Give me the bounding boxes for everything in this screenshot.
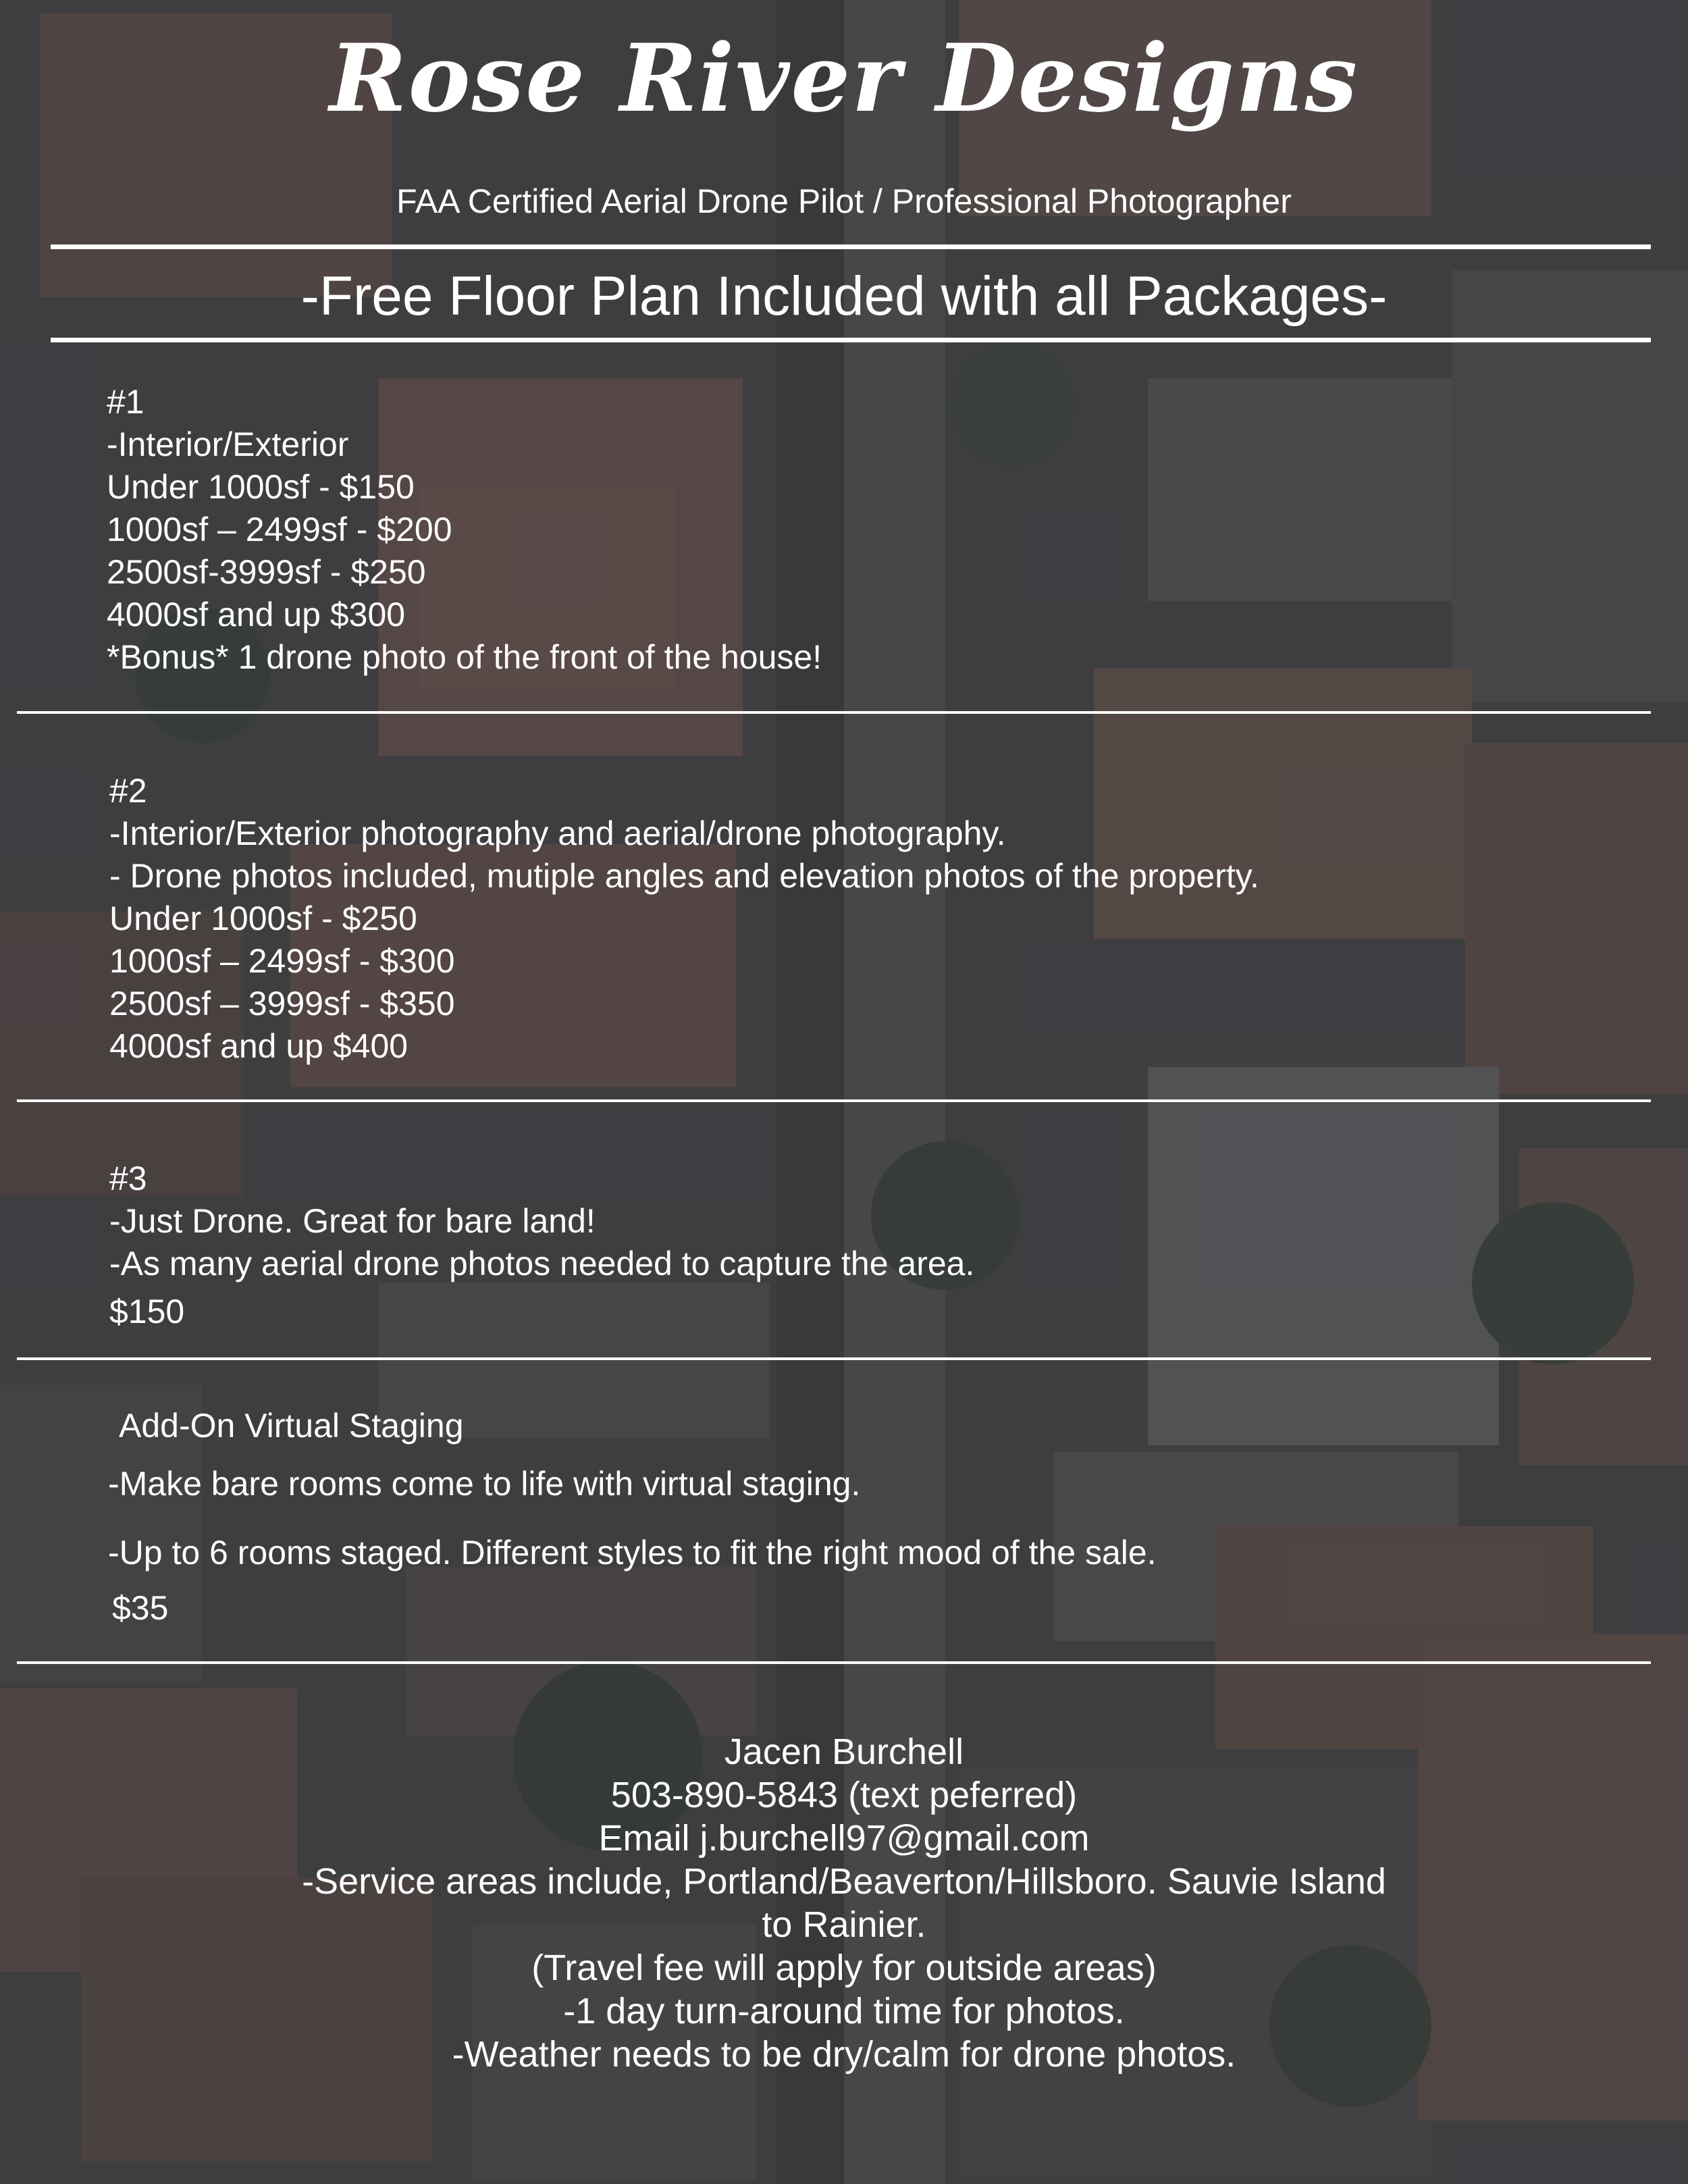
contact-block [0,1730,1688,2076]
package-2 [109,770,1259,1068]
travel-fee-note: (Travel fee will apply for outside areas) [531,1948,1157,1988]
package-3 [109,1158,974,1333]
contact-phone: 503-890-5843 (text peferred) [610,1775,1078,1815]
divider [51,244,1651,249]
package-1 [107,381,822,679]
brand-logo: Rose River Designs [329,23,1359,133]
package-line: 2500sf – 3999sf - $350 [109,985,455,1022]
addon-title: Add-On Virtual Staging [119,1407,464,1445]
divider [17,1661,1651,1664]
package-line: -Interior/Exterior [107,425,349,463]
divider [17,1357,1651,1360]
package-number: #3 [109,1160,147,1197]
divider [17,711,1651,714]
package-line: Under 1000sf - $150 [107,468,415,506]
package-number: #2 [109,772,147,810]
tagline: FAA Certified Aerial Drone Pilot / Professional Photographer [396,182,1292,220]
addon-price: $35 [112,1589,169,1627]
package-line: 2500sf-3999sf - $250 [107,553,426,591]
package-number: #1 [107,383,144,421]
contact-name: Jacen Burchell [724,1732,964,1772]
addon-line: -Make bare rooms come to life with virtual staging. [108,1465,861,1503]
package-line: Under 1000sf - $250 [109,900,417,937]
package-price: $150 [109,1293,185,1330]
divider [17,1099,1651,1102]
service-areas-cont: to Rainier. [762,1904,926,1945]
turnaround-note: -1 day turn-around time for photos. [563,1991,1125,2031]
package-line: 1000sf – 2499sf - $300 [109,942,455,980]
divider [51,338,1651,342]
package-line: *Bonus* 1 drone photo of the front of the house! [107,638,822,676]
banner-heading: -Free Floor Plan Included with all Packages- [300,265,1388,327]
package-line: 4000sf and up $400 [109,1027,408,1065]
package-line: - Drone photos included, mutiple angles and elevation photos of the property. [109,857,1259,895]
weather-note: -Weather needs to be dry/calm for drone photos. [452,2034,1236,2075]
service-areas: -Service areas include, Portland/Beaverton/Hillsboro. Sauvie Island [302,1861,1386,1902]
package-line: -Interior/Exterior photography and aerial/drone photography. [109,814,1006,852]
package-line: -As many aerial drone photos needed to capture the area. [109,1245,975,1282]
package-line: 1000sf – 2499sf - $200 [107,511,452,548]
contact-email: Email j.burchell97@gmail.com [598,1818,1090,1858]
package-line: -Just Drone. Great for bare land! [109,1202,596,1240]
addon-line: -Up to 6 rooms staged. Different styles to fit the right mood of the sale. [108,1534,1157,1571]
package-line: 4000sf and up $300 [107,596,406,633]
